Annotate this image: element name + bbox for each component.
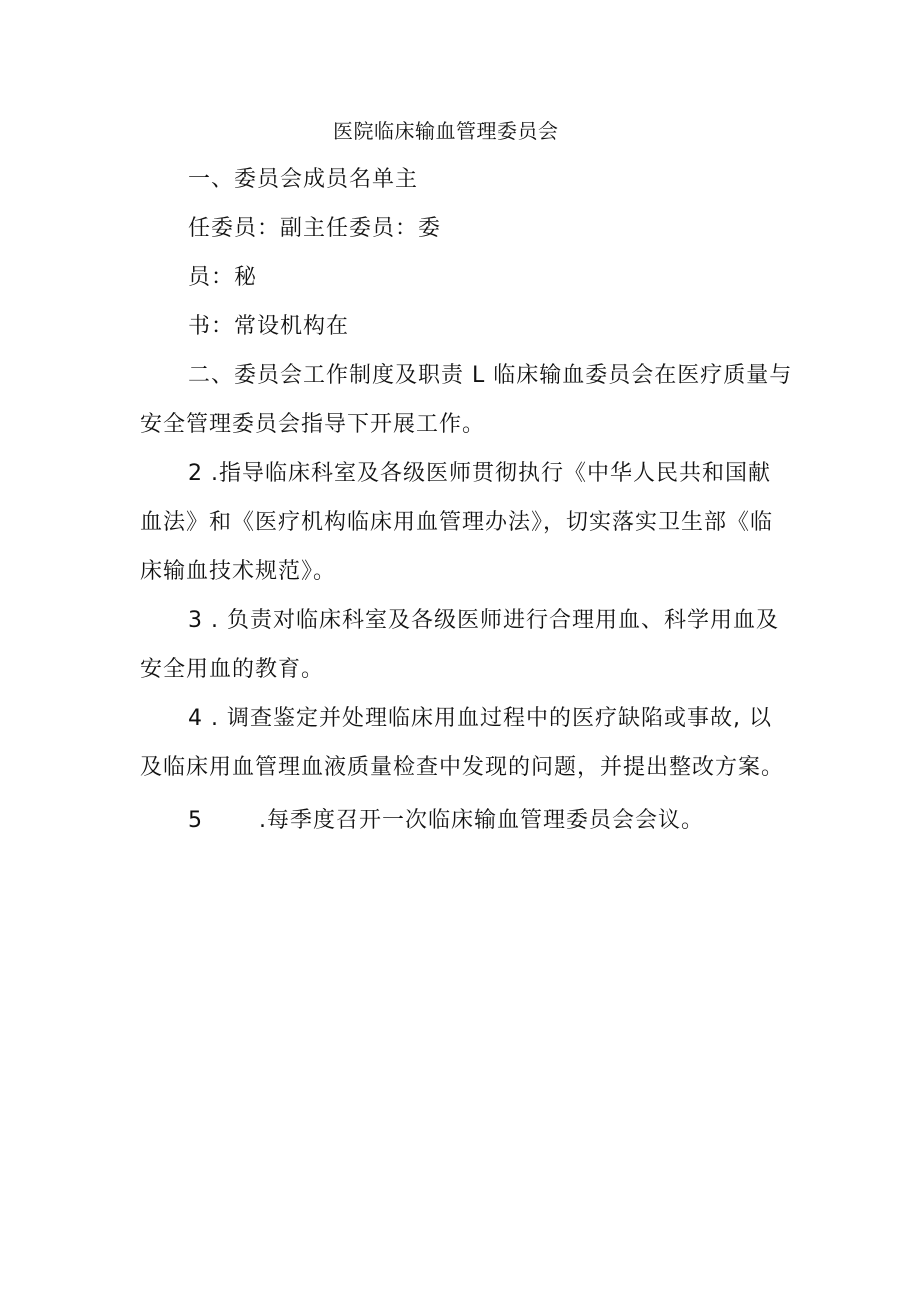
paragraph-line: 床输血技术规范》。 bbox=[140, 559, 337, 584]
paragraph-line: 安全用血的教育。 bbox=[140, 657, 325, 682]
item-3-line: 3 . 负责对临床科室及各级医师进行合理用血、科学用血及 bbox=[188, 608, 779, 633]
item-5-number: 5 bbox=[188, 808, 203, 833]
document-title: 医院临床输血管理委员会 bbox=[333, 119, 559, 143]
section-2-heading: 二、委员会工作制度及职责 L 临床输血委员会在医疗质量与 bbox=[188, 363, 793, 388]
item-2-line: 2 .指导临床科室及各级医师贯彻执行《中华人民共和国献 bbox=[188, 461, 771, 486]
paragraph-line: 安全管理委员会指导下开展工作。 bbox=[140, 412, 486, 437]
item-5-text: .每季度召开一次临床输血管理委员会会议。 bbox=[259, 808, 704, 833]
section-1-heading: 一、委员会成员名单主 bbox=[188, 167, 419, 192]
paragraph-line: 及临床用血管理血液质量检查中发现的问题，并提出整改方案。 bbox=[140, 755, 785, 780]
item-5-line bbox=[188, 806, 704, 836]
paragraph-line: 员：秘 bbox=[188, 265, 258, 290]
paragraph-line: 血法》和《医疗机构临床用血管理办法》，切实落实卫生部《临 bbox=[140, 510, 774, 535]
paragraph-line: 任委员：副主任委员：委 bbox=[188, 216, 442, 241]
item-4-line: 4 . 调查鉴定并处理临床用血过程中的医疗缺陷或事故, 以 bbox=[188, 706, 772, 731]
paragraph-line: 书：常设机构在 bbox=[188, 314, 350, 339]
